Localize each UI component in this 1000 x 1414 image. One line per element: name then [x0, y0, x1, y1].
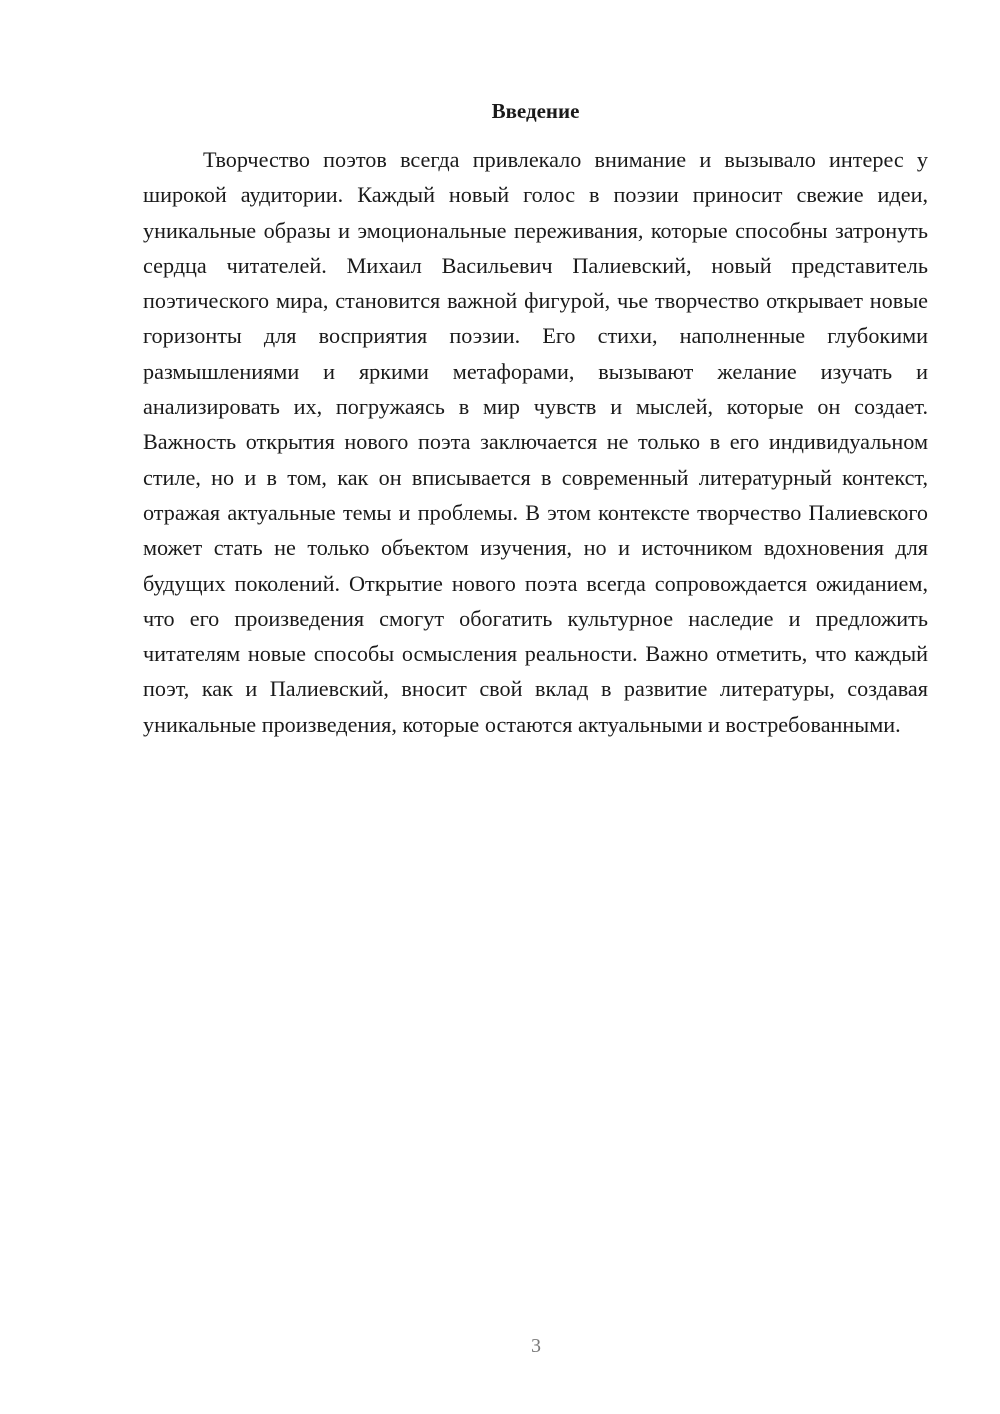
body-paragraph: Творчество поэтов всегда привлекало внимание и вызывало интерес у широкой аудитории. Каждый новый голос в поэзии приносит свежие идеи, уникальные образы и эмоциональные переживания, которые способны затронуть сердца читателей. Михаил Васильевич Палиевский, новый представитель поэтического мира, становится важной фигурой, чье творчество открывает новые горизонты для восприятия поэзии. Его стихи, наполненные глубокими размышлениями и яркими метафорами, вызывают желание изучать и анализировать их, погружаясь в мир чувств и мыслей, которые он создает. Важность открытия нового поэта заключается не только в его индивидуальном стиле, но и в том, как он вписывается в современный литературный контекст, отражая актуальные темы и проблемы. В этом контексте творчество Палиевского может стать не только объектом изучения, но и источником вдохновения для будущих поколений. Открытие нового поэта всегда сопровождается ожиданием, что его произведения смогут обогатить культурное наследие и предложить читателям новые способы осмысления реальности. Важно отметить, что каждый поэт, как и Палиевский, вносит свой вклад в развитие литературы, создавая уникальные произведения, которые остаются актуальными и востребованными.	[143, 147, 928, 737]
page-number: 3	[531, 1335, 541, 1357]
section-heading: Введение	[491, 99, 580, 123]
